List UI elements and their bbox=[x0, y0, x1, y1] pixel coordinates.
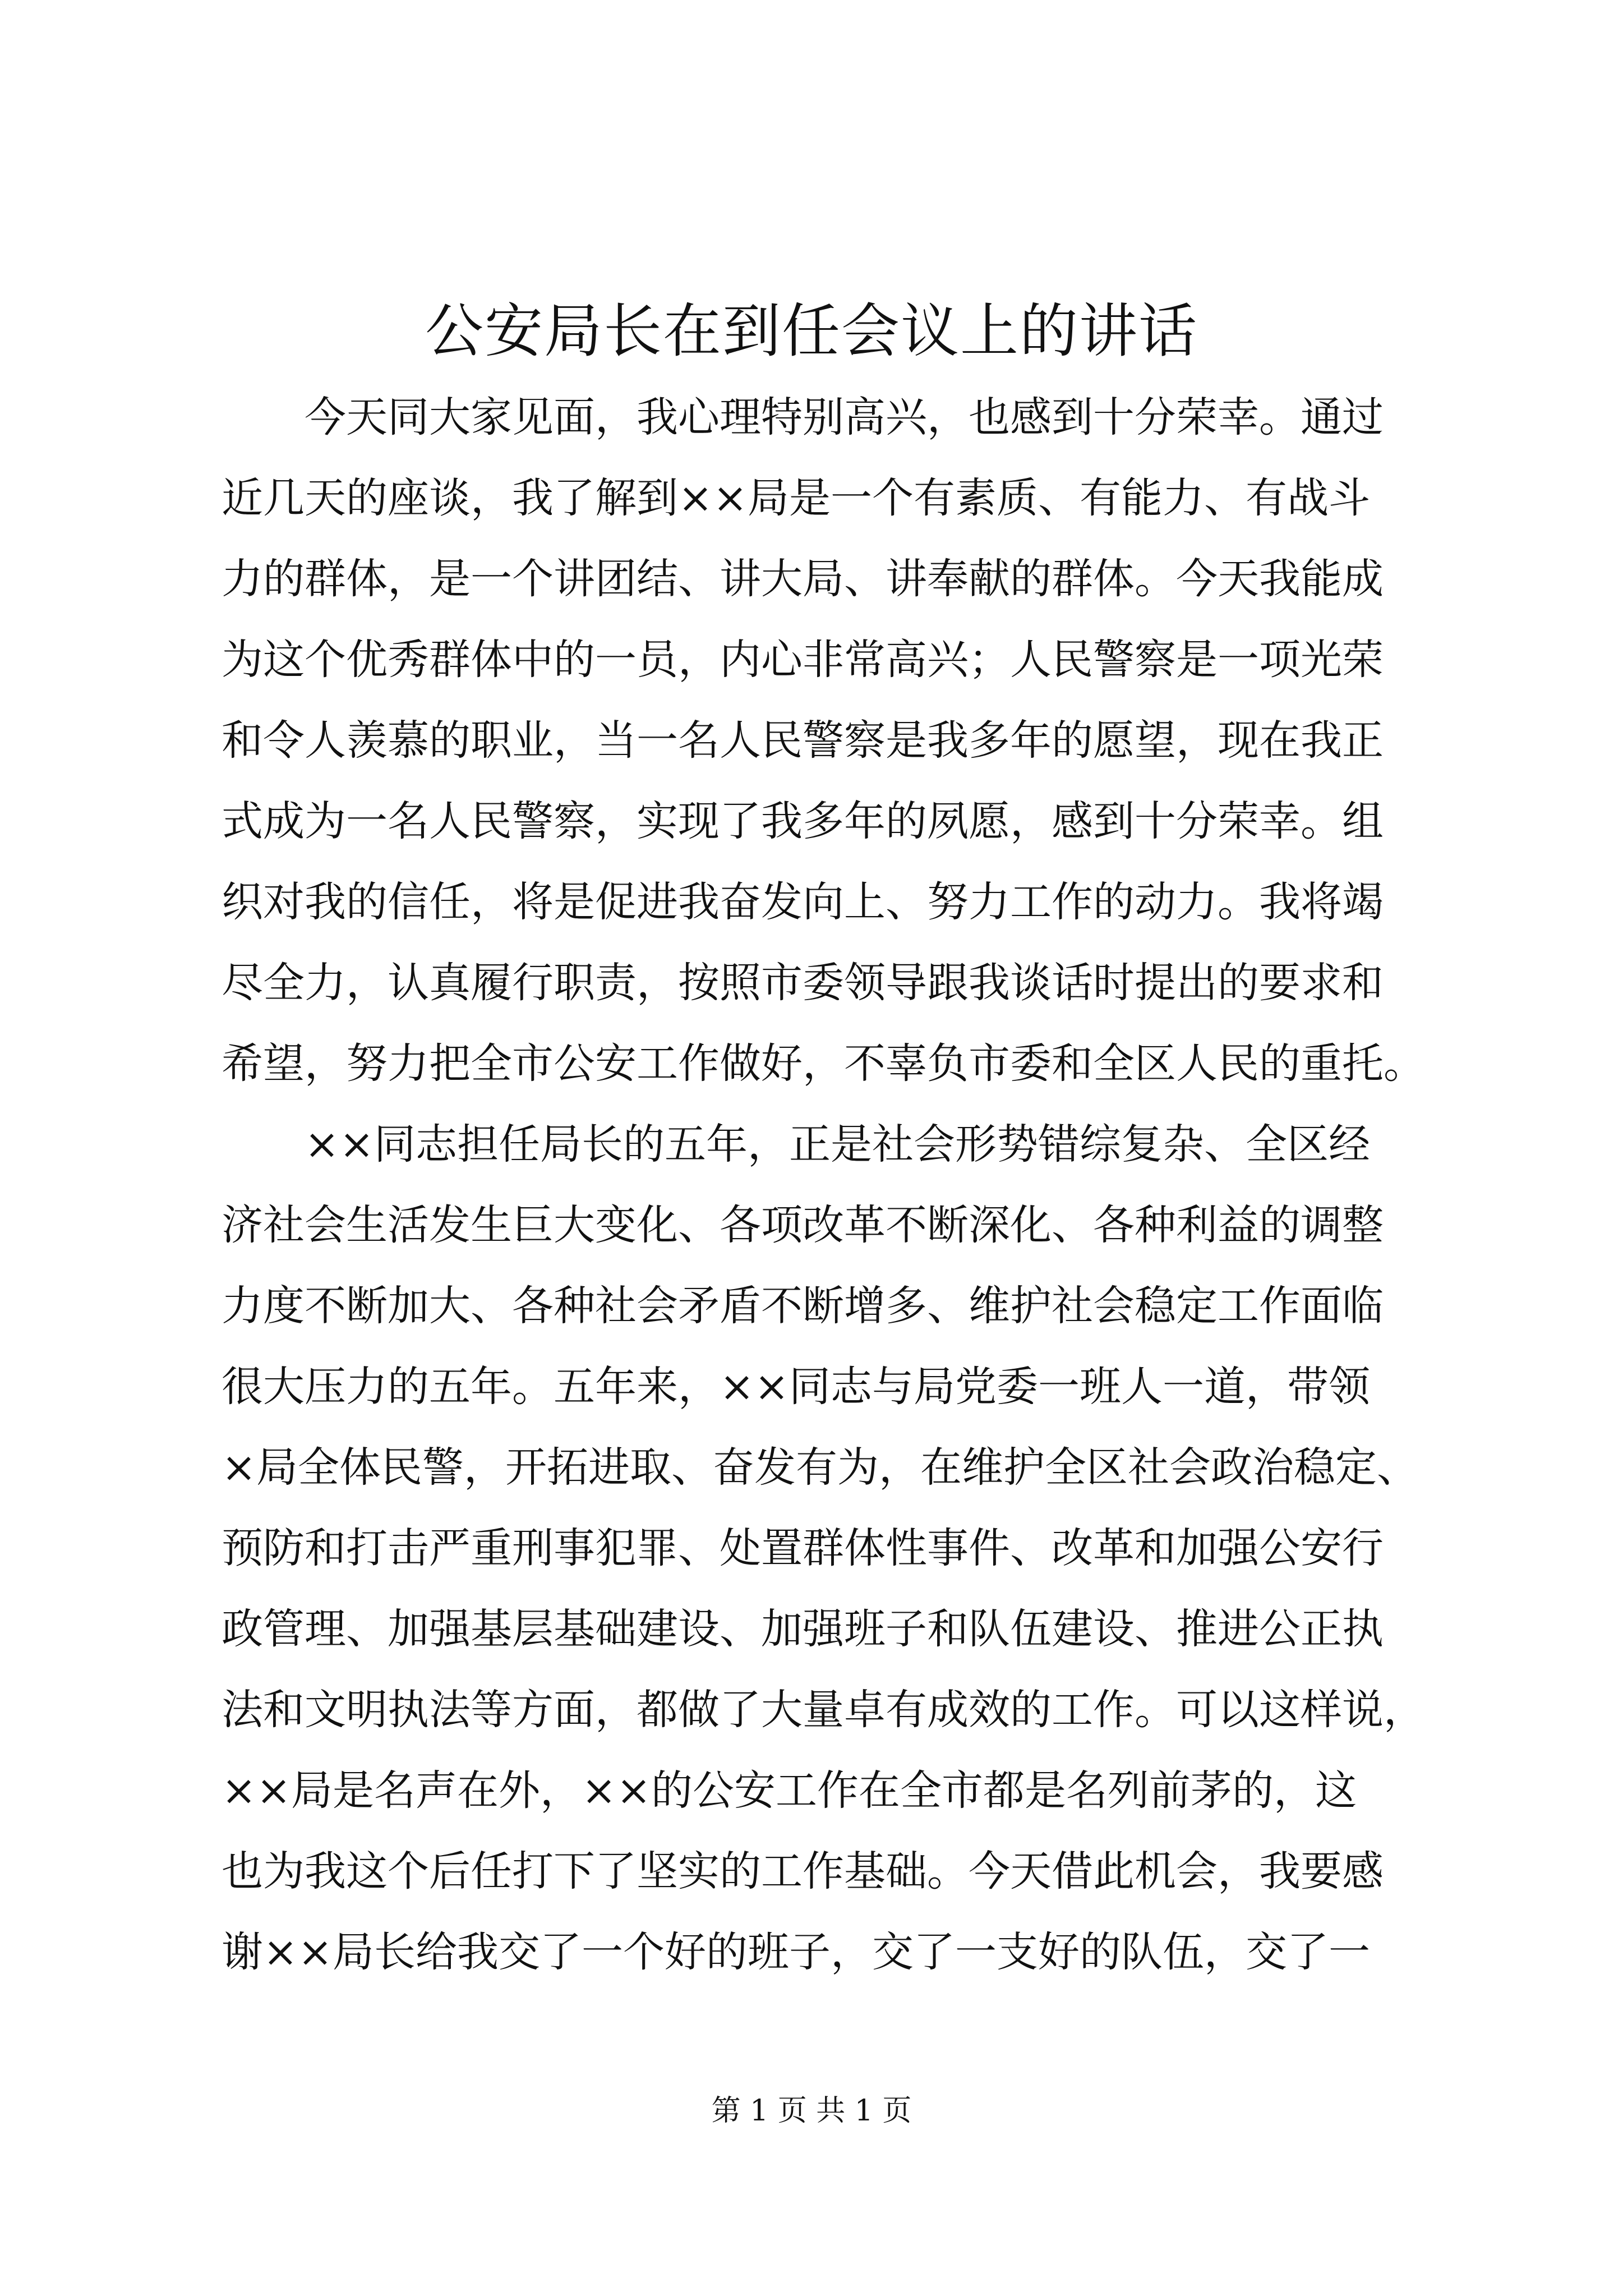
paragraph-1-line-5: 和令人羡慕的职业，当一名人民警察是我多年的愿望，现在我正 bbox=[222, 716, 1384, 765]
paragraph-1-line-2: 近几天的座谈，我了解到××局是一个有素质、有能力、有战斗 bbox=[222, 474, 1371, 522]
document-title: 公安局长在到任会议上的讲话 bbox=[425, 297, 1198, 365]
paragraph-1-line-8: 尽全力，认真履行职责，按照市委领导跟我谈话时提出的要求和 bbox=[222, 959, 1384, 1007]
paragraph-1-line-9: 希望，努力把全市公安工作做好，不辜负市委和全区人民的重托。 bbox=[222, 1039, 1425, 1088]
document-body bbox=[222, 377, 1427, 1993]
paragraph-2-line-6: 预防和打击严重刑事犯罪、处置群体性事件、改革和加强公安行 bbox=[222, 1524, 1384, 1572]
paragraph-2-line-8: 法和文明执法等方面，都做了大量卓有成效的工作。可以这样说， bbox=[222, 1686, 1425, 1734]
paragraph-2-line-1: ××同志担任局长的五年，正是社会形势错综复杂、全区经 bbox=[305, 1120, 1371, 1168]
paragraph-2-line-3: 力度不断加大、各种社会矛盾不断增多、维护社会稳定工作面临 bbox=[222, 1282, 1384, 1330]
paragraph-2-line-10: 也为我这个后任打下了坚实的工作基础。今天借此机会，我要感 bbox=[222, 1847, 1384, 1895]
paragraph-2-line-4: 很大压力的五年。五年来，××同志与局党委一班人一道，带领 bbox=[222, 1363, 1371, 1411]
paragraph-2-line-9: ××局是名声在外，××的公安工作在全市都是名列前茅的，这 bbox=[222, 1766, 1357, 1815]
paragraph-2-line-7: 政管理、加强基层基础建设、加强班子和队伍建设、推进公正执 bbox=[222, 1605, 1384, 1653]
paragraph-1-line-7: 织对我的信任，将是促进我奋发向上、努力工作的动力。我将竭 bbox=[222, 878, 1384, 926]
paragraph-1-line-6: 式成为一名人民警察，实现了我多年的夙愿，感到十分荣幸。组 bbox=[222, 797, 1384, 845]
paragraph-1-line-1: 今天同大家见面，我心理特别高兴，也感到十分荣幸。通过 bbox=[305, 393, 1384, 441]
paragraph-1-line-4: 为这个优秀群体中的一员，内心非常高兴；人民警察是一项光荣 bbox=[222, 636, 1384, 684]
page-number-footer: 第 1 页 共 1 页 bbox=[711, 2094, 912, 2128]
paragraph-2-line-5: ×局全体民警，开拓进取、奋发有为，在维护全区社会政治稳定、 bbox=[222, 1443, 1419, 1492]
paragraph-2-line-2: 济社会生活发生巨大变化、各项改革不断深化、各种利益的调整 bbox=[222, 1201, 1384, 1249]
paragraph-1-line-3: 力的群体，是一个讲团结、讲大局、讲奉献的群体。今天我能成 bbox=[222, 555, 1384, 603]
paragraph-2-line-11: 谢××局长给我交了一个好的班子，交了一支好的队伍，交了一 bbox=[222, 1928, 1371, 1976]
